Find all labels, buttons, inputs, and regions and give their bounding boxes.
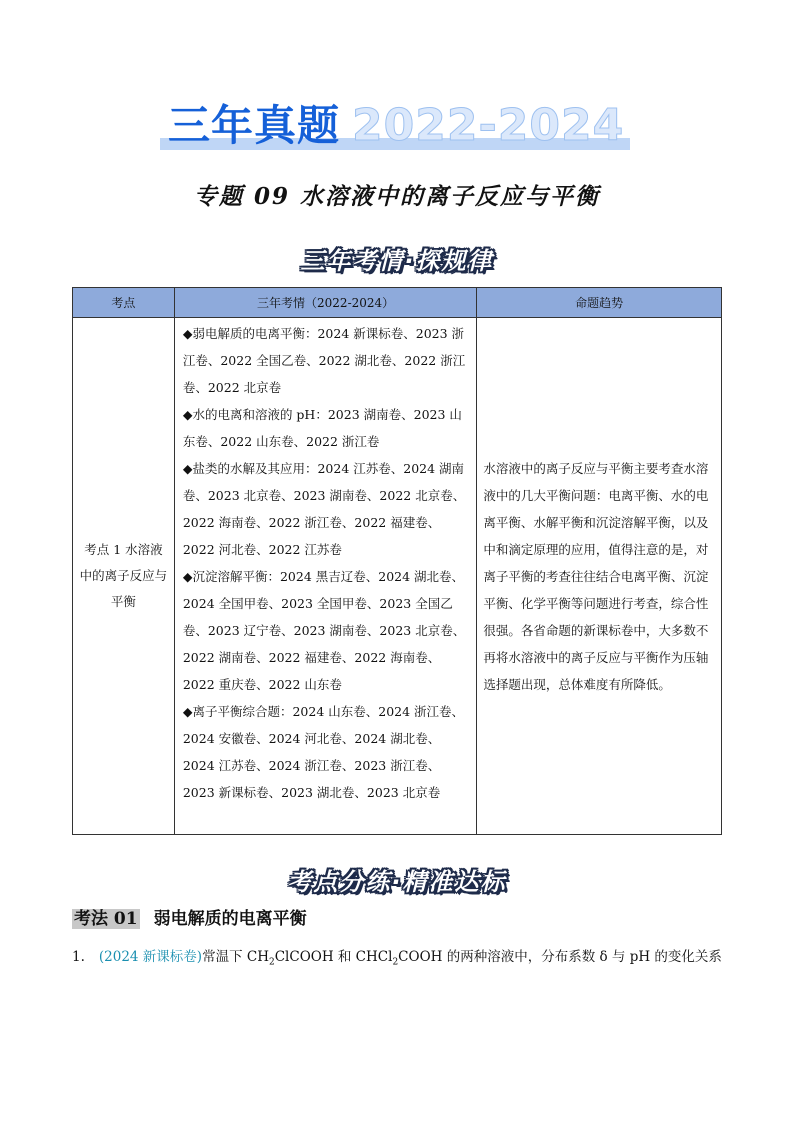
table-row	[73, 318, 722, 835]
topic-title: 专题 09 水溶液中的离子反应与平衡	[193, 183, 601, 210]
method-heading	[72, 907, 307, 931]
section-heading-trends: 三年考情·探规律	[300, 247, 494, 275]
subscript: 2	[392, 957, 399, 968]
trend-cell: 水溶液中的离子反应与平衡主要考查水溶液中的几大平衡问题：电离平衡、水的电离平衡、水解平衡和沉淀溶解平衡，以及中和滴定原理的应用，值得注意的是，对离子平衡的考查往往结合电离平衡、沉淀平衡、化学平衡等问题进行考查，综合性很强。各省命题的新课标卷中，大多数不再将水溶液中的离子反应与平衡作为压轴选择题出现，总体难度有所降低。	[477, 318, 722, 835]
header-exams: 三年考情（2022-2024）	[174, 288, 477, 318]
header-trend: 命题趋势	[477, 288, 722, 318]
list-item: ◆离子平衡综合题：2024 山东卷、2024 浙江卷、2024 安徽卷、2024 河北卷、2024 湖北卷、2024 江苏卷、2024 浙江卷、2023 浙江卷、2023 新课标卷、2023 湖北卷、2023 北京卷	[182, 704, 465, 800]
table-header-row	[73, 288, 722, 318]
question-text: COOH 的两种溶液中，分布系数 δ 与 pH 的变化关系	[398, 949, 722, 965]
point-cell: 考点 1 水溶液中的离子反应与平衡	[73, 318, 175, 835]
question-number: 1.	[72, 949, 85, 965]
method-tag: 考法 01	[74, 909, 138, 929]
banner-years: 2022-2024	[352, 100, 625, 151]
section-heading-practice: 考点分练·精准达标	[287, 868, 507, 896]
list-item: ◆盐类的水解及其应用：2024 江苏卷、2024 湖南卷、2023 北京卷、2023 湖南卷、2022 北京卷、2022 海南卷、2022 浙江卷、2022 福建卷、2022 河北卷、2022 江苏卷	[182, 461, 466, 557]
header-point: 考点	[73, 288, 175, 318]
list-item: ◆弱电解质的电离平衡：2024 新课标卷、2023 浙江卷、2022 全国乙卷、2022 湖北卷、2022 浙江卷、2022 北京卷	[182, 326, 466, 395]
banner-title: 三年真题	[168, 101, 341, 150]
subscript: 2	[268, 957, 275, 968]
question-text: ClCOOH 和 CHCl	[274, 949, 393, 965]
question-text: 常温下 CH	[202, 949, 269, 965]
question-source-link[interactable]: (2024 新课标卷)	[98, 949, 203, 965]
method-topic: 弱电解质的电离平衡	[153, 909, 307, 929]
question-1	[72, 945, 732, 975]
exam-list-cell	[174, 318, 477, 835]
list-item: ◆沉淀溶解平衡：2024 黑吉辽卷、2024 湖北卷、2024 全国甲卷、2023 全国甲卷、2023 全国乙卷、2023 辽宁卷、2023 湖南卷、2023 北京卷、2022 湖南卷、2022 福建卷、2022 海南卷、2022 重庆卷、2022 山东卷	[182, 569, 466, 692]
list-item: ◆水的电离和溶液的 pH：2023 湖南卷、2023 山东卷、2022 山东卷、2022 浙江卷	[182, 407, 462, 449]
exam-trend-table	[72, 287, 722, 835]
